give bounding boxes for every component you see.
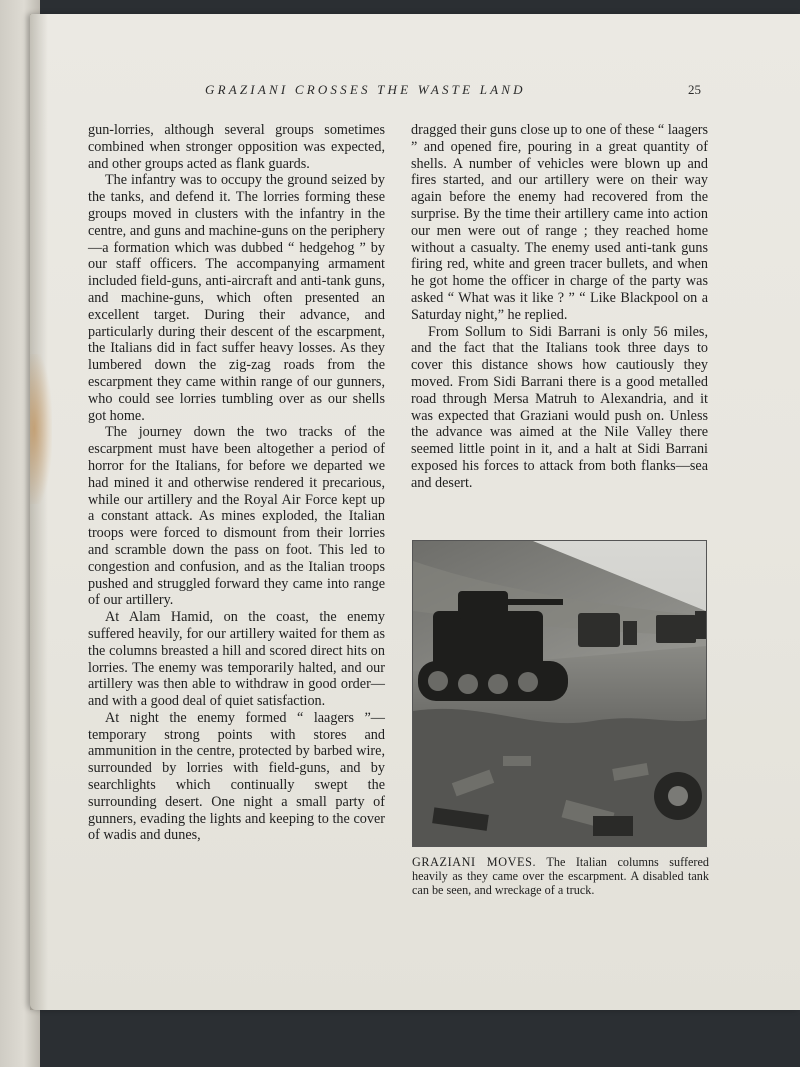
running-head: GRAZIANI CROSSES THE WASTE LAND	[205, 82, 526, 97]
photo-caption	[412, 855, 709, 897]
paragraph: From Sollum to Sidi Barrani is only 56 miles, and the fact that the Italians took three days to cover this distance shows how cautiously they moved. From Sidi Barrani there is a good metalled road through Mersa Matruh to Alexandria, and it was expected that Graziani would push on. Unless the advance was aimed at the Nile Valley there seemed little point in it, and a halt at Sidi Barrani exposed his forces to attack from both flanks—sea and desert.	[411, 323, 708, 491]
page-number: 25	[688, 82, 701, 97]
page-header	[0, 82, 800, 104]
paragraph: The journey down the two tracks of the escarpment must have been altogether a period of horror for the Italians, for before we departed we had mined it and otherwise rendered it precarious, while our artillery and the Royal Air Force kept up a constant attack. As mines exploded, the Italian troops were forced to dismount from their lorries and scramble down the pass on foot. This led to congestion and confusion, and as the Italian troops pushed and struggled forward they came into range of our artillery.	[88, 424, 385, 609]
left-column	[88, 122, 385, 844]
paragraph: At night the enemy formed “ laagers ”—temporary strong points with stores and ammunition in the centre, protected by barbed wire, surrounded by lorries with field-guns, and by searchlights which continually swept the surrounding desert. One night a small party of gunners, evading the lights and keeping to the cover of wadis and dunes,	[88, 709, 385, 844]
caption-text: The Italian columns suffered heavily as they came over the escarpment. A disabled tank can be seen, and wreckage of a truck.	[412, 855, 709, 897]
page-stain	[30, 354, 52, 504]
paragraph: The infantry was to occupy the ground seized by the tanks, and defend it. The lorries forming these groups moved in clusters with the infantry in the centre, and guns and machine-guns on the periphery—a formation which was dubbed “ hedgehog ” by our staff officers. The accompanying armament included field-guns, anti-aircraft and anti-tank guns, and machine-guns, which often presented an excellent target. During their advance, and particularly during their descent of the escarpment, the Italians did in fact suffer heavy losses. As they lumbered down the zig-zag roads from the escarpment they came within range of our gunners, who could see lorries tumbling over as our shells got home.	[88, 172, 385, 424]
paragraph: At Alam Hamid, on the coast, the enemy suffered heavily, for our artillery waited for them as the columns breasted a hill and scored direct hits on lorries. The enemy was temporarily halted, and our artillery was then able to withdraw in good order—and with a good deal of quiet satisfaction.	[88, 609, 385, 710]
page-gutter-shadow	[30, 14, 48, 1010]
paragraph: dragged their guns close up to one of these “ laagers ” and opened fire, pouring in a great quantity of shells. A number of vehicles were blown up and fires started, and our artillery were on their way again before the enemy had recovered from the surprise. By the time their artillery came into action our men were out of range ; they reached home without a casualty. The enemy used anti-tank guns firing red, white and green tracer bullets, and when he got home the officer in charge of the party was asked “ What was it like ? ” “ Like Blackpool on a Saturday night,” he replied.	[411, 122, 708, 323]
caption-title: GRAZIANI MOVES.	[412, 855, 537, 869]
paragraph: gun-lorries, although several groups sometimes combined when stronger opposition was expected, and other groups acted as flank guards.	[88, 122, 385, 172]
photograph-disabled-tank	[412, 540, 707, 847]
right-column	[411, 122, 708, 492]
